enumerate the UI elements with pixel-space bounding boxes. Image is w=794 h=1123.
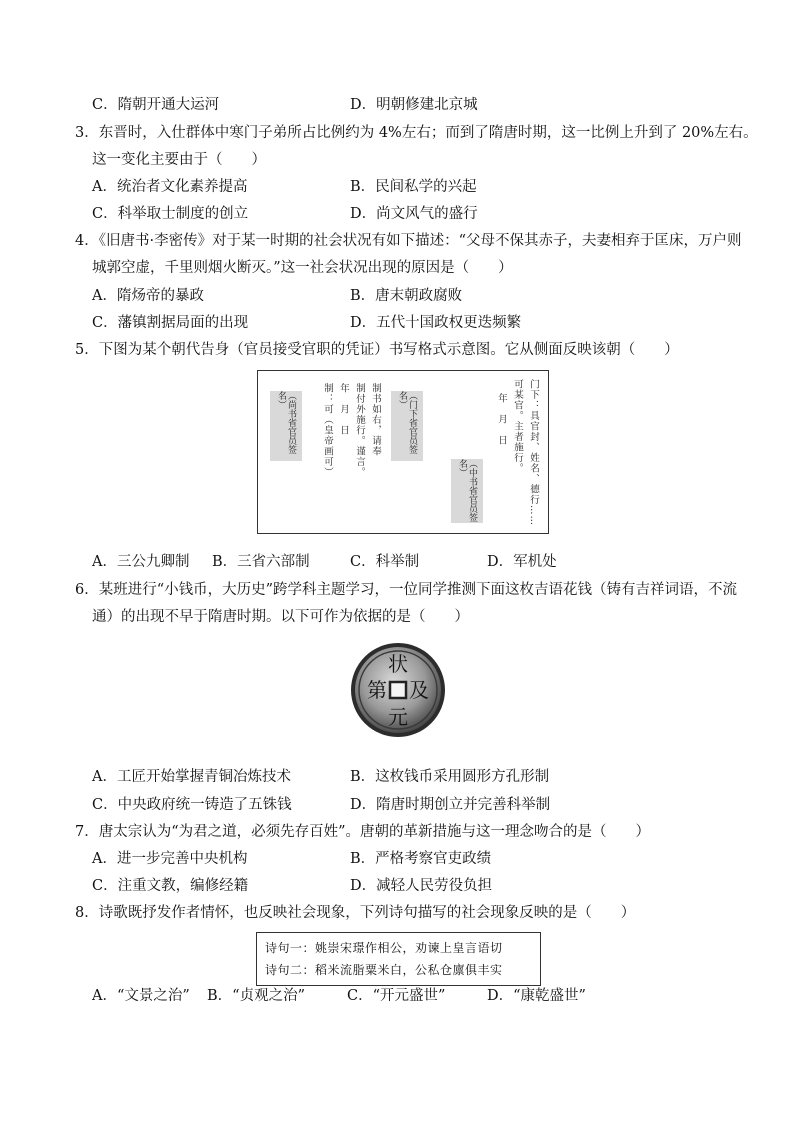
q6-option-b: B．这枚钱币采用圆形方孔形制 [350, 769, 550, 785]
q8-option-c: C．“开元盛世” [347, 988, 446, 1004]
q4-option-a: A．隋炀帝的暴政 [92, 288, 204, 304]
q3-option-a: A．统治者文化素养提高 [92, 179, 248, 195]
poem-box [256, 932, 541, 986]
q4-option-c: C．藩镇割据局面的出现 [92, 315, 249, 331]
coin-char-top: 状 [388, 652, 408, 676]
q5-stem: 5．下图为某个朝代告身（官员接受官职的凭证）书写格式示意图。它从侧面反映该朝（ ） [75, 342, 679, 358]
cert-sig-shangshu: （尚书省官员签名） [270, 391, 302, 461]
q3-option-d: D．尚文风气的盛行 [350, 206, 478, 222]
q3-option-c: C．科举取士制度的创立 [92, 206, 249, 222]
coin-image [350, 642, 446, 738]
q7-option-d: D．减轻人民劳役负担 [350, 878, 493, 894]
q8-option-b: B．“贞观之治” [207, 988, 305, 1004]
q4-option-d: D．五代十国政权更迭频繁 [350, 315, 522, 331]
q4-stem-line1: 4．《旧唐书·李密传》对于某一时期的社会状况有如下描述：“父母不保其赤子，夫妻相弃于匡床，万户则 [75, 233, 742, 249]
q6-option-c: C．中央政府统一铸造了五铢钱 [92, 797, 292, 813]
q7-option-c: C．注重文教，编修经籍 [92, 878, 249, 894]
cert-sig-menxia: （门下省官员签名） [391, 391, 423, 461]
cert-sig-zhongshu: （中书省官员签名） [451, 459, 483, 523]
coin-char-bottom: 元 [388, 705, 408, 729]
cert-col-date1: 年 月 日 [496, 393, 507, 446]
q3-stem-line2: 这一变化主要由于（ ） [92, 152, 266, 168]
q4-option-b: B．唐末朝政腐败 [350, 288, 463, 304]
q2-option-d: D．明朝修建北京城 [350, 97, 478, 113]
cert-col-request: 制书如右，请奉 [370, 383, 381, 457]
q8-stem: 8．诗歌既抒发作者情怀，也反映社会现象，下列诗句描写的社会现象反映的是（ ） [75, 905, 636, 921]
cert-col-date2: 年 月 日 [338, 383, 349, 436]
q7-option-a: A．进一步完善中央机构 [92, 851, 248, 867]
q6-option-a: A．工匠开始掌握青铜冶炼技术 [92, 769, 291, 785]
q5-option-d: D．军机处 [487, 554, 557, 570]
cert-col-execute: 制付外施行。谨言。 [354, 383, 365, 478]
q7-option-b: B．严格考察官吏政绩 [350, 851, 492, 867]
cert-col-header: 门下：具官封、姓名、德行…… [528, 379, 539, 526]
cert-col-appoint: 可某官。主者施行。 [512, 379, 523, 474]
q4-stem-line2: 城郭空虚，千里则烟火断灭。”这一社会状况出现的原因是（ ） [92, 260, 513, 276]
poem-line-1: 诗句一：姚崇宋璟作相公，劝谏上皇言语切 [265, 941, 503, 955]
q3-stem-line1: 3．东晋时，入仕群体中寒门子弟所占比例约为 4%左右；而到了隋唐时期，这一比例上升到了 20%左右。 [75, 125, 758, 141]
q6-stem-line1: 6．某班进行“小钱币，大历史”跨学科主题学习，一位同学推测下面这枚吉语花钱（铸有吉祥词语，不流 [75, 582, 738, 598]
q8-option-a: A．“文景之治” [92, 988, 190, 1004]
q5-option-a: A．三公九卿制 [92, 554, 190, 570]
q8-option-d: D．“康乾盛世” [487, 988, 586, 1004]
cert-col-emperor: 制：可（皇帝画可） [322, 383, 333, 478]
q2-option-c: C．隋朝开通大运河 [92, 97, 220, 113]
coin-char-right: 及 [409, 678, 429, 702]
q5-option-b: B．三省六部制 [212, 554, 310, 570]
q5-option-c: C．科举制 [350, 554, 420, 570]
q6-option-d: D．隋唐时期创立并完善科举制 [350, 797, 551, 813]
q7-stem: 7．唐太宗认为“为君之道，必须先存百姓”。唐朝的革新措施与这一理念吻合的是（ ） [75, 824, 651, 840]
q3-option-b: B．民间私学的兴起 [350, 179, 477, 195]
coin-char-left: 第 [367, 678, 387, 702]
poem-line-2: 诗句二：稻米流脂粟米白，公私仓廪俱丰实 [265, 963, 503, 977]
q6-stem-line2: 通）的出现不早于隋唐时期。以下可作为依据的是（ ） [92, 609, 469, 625]
certificate-figure [257, 370, 549, 534]
